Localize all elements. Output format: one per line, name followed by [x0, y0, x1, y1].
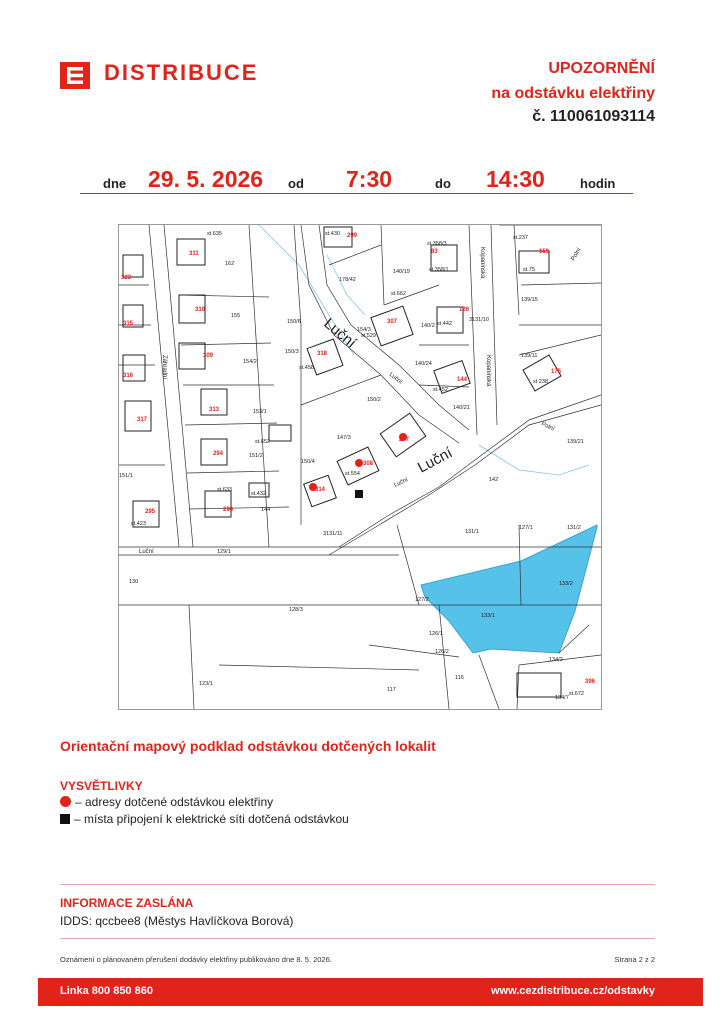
house-number: 323	[121, 275, 132, 281]
schedule-underline	[80, 193, 633, 194]
cadastral-map	[119, 225, 601, 709]
house-number: 309	[203, 353, 214, 359]
parcel-number: 150/6	[287, 319, 301, 325]
info-title: INFORMACE ZASLÁNA	[60, 896, 194, 910]
outage-map	[118, 224, 602, 710]
parcel-number: 155	[231, 313, 241, 319]
parcel-number: st.452	[433, 387, 448, 393]
parcel-number: st.432	[251, 491, 266, 497]
parcel-number: 134/2	[549, 657, 563, 663]
house-number: 175	[551, 369, 562, 375]
parcel-number: 129/1	[217, 549, 231, 555]
parcel-number: 130	[129, 579, 139, 585]
parcel-number: 139/21	[567, 439, 584, 445]
house-number: 159	[539, 249, 550, 255]
parcel-number: st.672	[569, 691, 584, 697]
parcel-number: 144	[261, 507, 271, 513]
notice-number: č. 110061093114	[532, 108, 655, 125]
parcel-number: 127/2	[415, 597, 429, 603]
parcel-number: 133/2	[559, 581, 573, 587]
parcel-number: 150/3	[285, 349, 299, 355]
parcel-number: 153/1	[253, 409, 267, 415]
parcel-number: 140/2	[421, 323, 435, 329]
from-time: 7:30	[346, 166, 393, 192]
street-label: Luční	[414, 444, 456, 477]
hours-label: hodin	[580, 176, 616, 191]
parcel-number: 131/1	[465, 529, 479, 535]
street-label: Polní	[570, 247, 583, 262]
parcel-number: 151/2	[249, 453, 263, 459]
house-number: 295	[145, 509, 156, 515]
house-number: 307	[387, 319, 398, 325]
parcel-number: st.633	[217, 487, 232, 493]
notice-title: UPOZORNĚNÍ	[548, 60, 655, 77]
outage-date: 29. 5. 2026	[148, 166, 264, 192]
parcel-number: 154/2	[243, 359, 257, 365]
parcel-number: st.442	[437, 321, 452, 327]
street-label: Luční	[387, 371, 404, 386]
house-number: 294	[213, 451, 224, 457]
street-label: Luční	[139, 549, 154, 555]
parcel-number: st.423	[131, 521, 146, 527]
parcel-number: 139/11	[521, 353, 538, 359]
street-label: Polní	[540, 421, 556, 433]
parcel-number: st.358/3	[427, 241, 447, 247]
publish-note: Oznámení o plánovaném přerušení dodávky elektřiny publikováno dne 8. 5. 2026.	[60, 955, 332, 964]
parcel-number: 154/3	[357, 327, 371, 333]
to-time: 14:30	[486, 166, 545, 192]
connection-point-icon	[355, 490, 363, 498]
affected-address-dot	[355, 459, 363, 467]
parcel-number: st.238	[533, 379, 548, 385]
notice-subtitle: na odstávku elektřiny	[491, 85, 655, 102]
parcel-number: 147/3	[337, 435, 351, 441]
legend-item-connection-text: – místa připojení k elektrické síti dotčená odstávkou	[74, 812, 349, 826]
street-label: Kopaninská	[485, 355, 491, 387]
parcel-number: 178/42	[339, 277, 356, 283]
parcel-number: 162	[225, 261, 235, 267]
to-label: do	[435, 176, 451, 191]
parcel-number: 126/2	[435, 649, 449, 655]
parcel-number: st.652	[255, 439, 270, 445]
footer-bar	[38, 978, 703, 1006]
page-number: Strana 2 z 2	[614, 955, 655, 964]
house-number: 296	[223, 507, 234, 513]
parcel-number: st.635	[207, 231, 222, 237]
house-number: 314	[315, 487, 326, 493]
parcel-number: st.554	[345, 471, 360, 477]
house-number: 308	[363, 461, 374, 467]
parcel-number: st.237	[513, 235, 528, 241]
street-label: Luční	[393, 477, 410, 489]
house-number: 144	[457, 377, 468, 383]
parcel-number: 150/4	[301, 459, 315, 465]
parcel-number: 131/2	[567, 525, 581, 531]
parcel-number: 116	[455, 675, 464, 681]
legend-item-addresses-text: – adresy dotčené odstávkou elektřiny	[75, 795, 274, 809]
street-label: Záhradní	[161, 355, 167, 380]
house-number: 311	[189, 251, 199, 257]
house-number: 315	[123, 321, 134, 327]
parcel-number: 126/1	[429, 631, 443, 637]
parcel-number: 123/1	[199, 681, 213, 687]
house-number: 318	[317, 351, 328, 357]
black-square-icon	[60, 814, 70, 824]
house-number: 316	[123, 373, 134, 379]
house-number: 317	[137, 417, 148, 423]
from-label: od	[288, 176, 304, 191]
parcel-number: st.358/1	[429, 267, 449, 273]
divider	[60, 884, 655, 885]
parcel-number: 140/24	[415, 361, 432, 367]
parcel-number: 133/1	[481, 613, 495, 619]
house-number: 299	[347, 233, 358, 239]
parcel-number: st.529	[361, 333, 376, 339]
parcel-number: 151/1	[119, 473, 133, 479]
parcel-number: 3131/11	[323, 531, 343, 537]
parcel-number: st.662	[391, 291, 406, 297]
parcel-number: 140/21	[453, 405, 470, 411]
parcel-number: 117	[387, 687, 396, 693]
affected-area	[421, 525, 597, 653]
map-caption: Orientační mapový podklad odstávkou dotčených lokalit	[60, 738, 436, 754]
red-dot-icon	[60, 796, 71, 807]
hotline: Linka 800 850 860	[60, 985, 153, 997]
parcel-number: 127/1	[519, 525, 533, 531]
parcel-number: 134/7	[555, 695, 569, 701]
house-number: 297	[399, 437, 410, 443]
day-label: dne	[103, 176, 127, 191]
house-number: 313	[209, 407, 220, 413]
legend-item-connection	[60, 812, 349, 826]
parcel-number: st.430	[325, 231, 340, 237]
parcel-number: st.75	[523, 267, 535, 273]
house-number: 126	[459, 307, 470, 313]
parcel-number: 150/2	[367, 397, 381, 403]
parcel-number: st.458	[299, 365, 314, 371]
parcel-number: 128/3	[289, 607, 303, 613]
cez-logo-icon	[60, 62, 90, 89]
parcel-number: 142	[489, 477, 499, 483]
info-idds: IDDS: qccbee8 (Městys Havlíčkova Borová)	[60, 914, 294, 928]
parcel-number: 3131/10	[469, 317, 489, 323]
legend-title: VYSVĚTLIVKY	[60, 779, 143, 793]
legend-item-addresses	[60, 795, 273, 809]
divider	[60, 938, 655, 939]
brand-name: DISTRIBUCE	[104, 60, 259, 85]
website-link[interactable]: www.cezdistribuce.cz/odstavky	[490, 985, 655, 997]
parcel-number: 140/19	[393, 269, 410, 275]
house-number: 310	[195, 307, 206, 313]
house-number: 396	[585, 679, 596, 685]
parcel-number: 139/15	[521, 297, 538, 303]
street-label: Kopaninská	[479, 247, 485, 279]
house-number: 83	[431, 249, 438, 255]
street-label: Luční	[320, 315, 360, 352]
